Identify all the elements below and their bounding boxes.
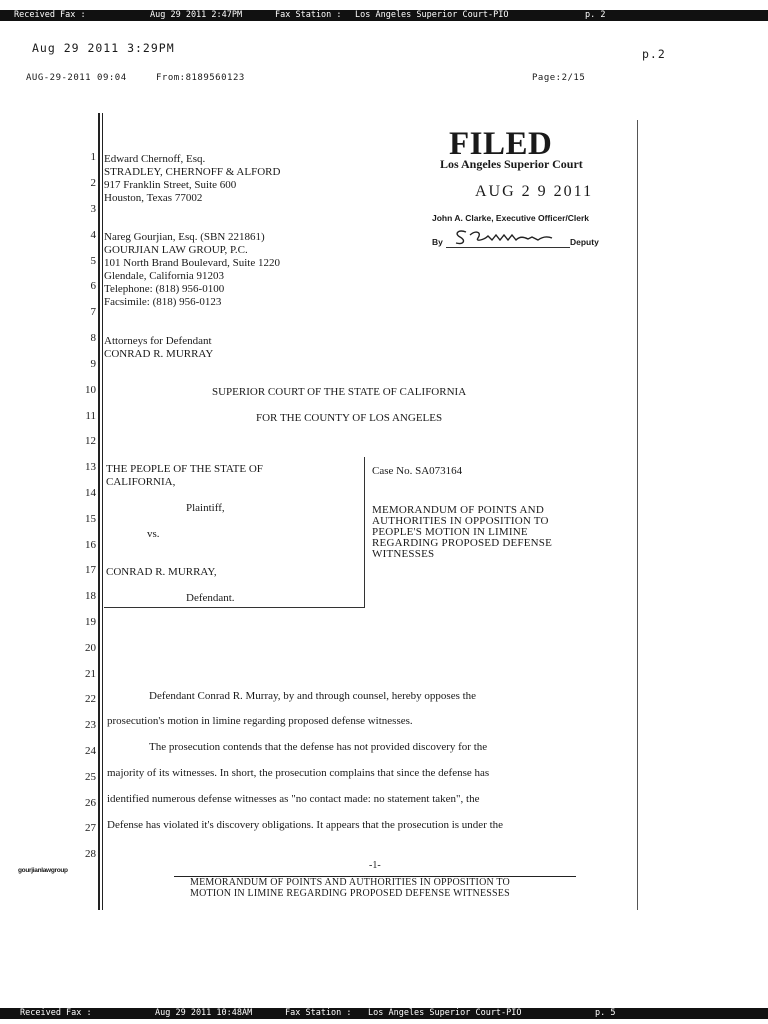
line-number: 4 (90, 229, 96, 241)
line-number: 5 (90, 255, 96, 267)
firm-city: Glendale, California 91203 (104, 270, 225, 282)
line-number: 6 (90, 280, 96, 292)
attorneys-for-label: Attorneys for Defendant (104, 335, 212, 347)
firm-facsimile: Facsimile: (818) 956-0123 (104, 296, 222, 308)
document-title-line: REGARDING PROPOSED DEFENSE (372, 537, 552, 549)
caption-bottom-rule (104, 607, 365, 608)
line-number: 24 (85, 745, 96, 757)
footer-page-number: -1- (369, 860, 381, 871)
plaintiff-name: THE PEOPLE OF THE STATE OF (106, 463, 263, 475)
right-margin-rule (637, 120, 638, 910)
firm-telephone: Telephone: (818) 956-0100 (104, 283, 225, 295)
fax-from-number: From:8189560123 (156, 73, 245, 83)
body-line: Defense has violated it's discovery obligations. It appears that the prosecution is under the (107, 819, 504, 831)
line-number: 10 (85, 384, 96, 396)
body-line: majority of its witnesses. In short, the prosecution complains that since the defense has (107, 767, 490, 779)
fax-station-name: Los Angeles Superior Court-PIO (355, 10, 509, 20)
line-number: 23 (85, 719, 96, 731)
line-number: 21 (85, 668, 96, 680)
plaintiff-name-cont: CALIFORNIA, (106, 476, 176, 488)
court-name: SUPERIOR COURT OF THE STATE OF CALIFORNIA (212, 386, 467, 398)
footer-title-line: MEMORANDUM OF POINTS AND AUTHORITIES IN OPPOSITION TO (190, 877, 510, 888)
line-number: 7 (90, 306, 96, 318)
line-number: 26 (85, 797, 96, 809)
fax-page: p. 5 (595, 1008, 616, 1018)
line-number: 14 (85, 487, 96, 499)
line-number: 11 (85, 410, 96, 422)
fax-station-label: Fax Station : (275, 10, 342, 20)
line-number: 16 (85, 539, 96, 551)
defendant-name: CONRAD R. MURRAY, (106, 566, 217, 578)
body-line: Defendant Conrad R. Murray, by and through counsel, hereby opposes the (149, 690, 477, 702)
fax-header-bar (0, 10, 768, 21)
line-number: 13 (85, 461, 96, 473)
filed-clerk: John A. Clarke, Executive Officer/Clerk (432, 213, 589, 223)
line-number: 2 (90, 177, 96, 189)
line-number: 27 (85, 822, 96, 834)
line-number: 3 (90, 203, 96, 215)
left-margin-rule-inner (102, 113, 103, 910)
line-number: 8 (90, 332, 96, 344)
versus-label: vs. (147, 528, 160, 540)
court-county: FOR THE COUNTY OF LOS ANGELES (256, 412, 443, 424)
filed-date: AUG 2 9 2011 (475, 183, 594, 200)
defendant-label: Defendant. (186, 592, 235, 604)
fax-page: p. 2 (585, 10, 606, 20)
firm-address: 101 North Brand Boulevard, Suite 1220 (104, 257, 280, 269)
firm-name: STRADLEY, CHERNOFF & ALFORD (104, 166, 281, 178)
document-title-line: MEMORANDUM OF POINTS AND (372, 504, 544, 516)
fax-received-time: Aug 29 2011 2:47PM (150, 10, 243, 20)
document-title-line: PEOPLE'S MOTION IN LIMINE (372, 526, 528, 538)
firm-name: GOURJIAN LAW GROUP, P.C. (104, 244, 248, 256)
filed-by-label: By (432, 237, 443, 247)
fax-transmit-date: AUG-29-2011 09:04 (26, 73, 127, 83)
attorney-name: Edward Chernoff, Esq. (104, 153, 206, 165)
line-number: 9 (90, 358, 96, 370)
attorney-name: Nareg Gourjian, Esq. (SBN 221861) (104, 231, 265, 243)
filed-deputy-label: Deputy (570, 237, 599, 247)
line-number: 20 (85, 642, 96, 654)
fax-page-count: Page:2/15 (532, 73, 586, 83)
line-number: 25 (85, 771, 96, 783)
fax-received-label: Received Fax : (14, 10, 86, 20)
line-number: 28 (85, 848, 96, 860)
caption-divider (364, 457, 365, 607)
line-number: 17 (85, 564, 96, 576)
left-margin-rule (98, 113, 100, 910)
plaintiff-label: Plaintiff, (186, 502, 225, 514)
fax-received-label: Received Fax : (20, 1008, 92, 1018)
firm-city: Houston, Texas 77002 (104, 192, 203, 204)
line-number: 19 (85, 616, 96, 628)
fax-received-time: Aug 29 2011 10:48AM (155, 1008, 253, 1018)
case-number: Case No. SA073164 (372, 465, 463, 477)
client-name: CONRAD R. MURRAY (104, 348, 214, 360)
firm-footer-tag: gourjianlawgroup (18, 867, 68, 874)
firm-address: 917 Franklin Street, Suite 600 (104, 179, 237, 191)
line-number: 12 (85, 435, 96, 447)
filed-label: FILED (449, 126, 553, 162)
body-line: prosecution's motion in limine regarding proposed defense witnesses. (107, 715, 413, 727)
fax-station-name: Los Angeles Superior Court-PIO (368, 1008, 522, 1018)
deputy-signature-icon (452, 226, 570, 250)
line-number: 22 (85, 693, 96, 705)
line-number: 15 (85, 513, 96, 525)
fax-date-time: Aug 29 2011 3:29PM (32, 41, 175, 55)
body-line: identified numerous defense witnesses as "no contact made: no statement taken", the (107, 793, 480, 805)
fax-station-label: Fax Station : (285, 1008, 352, 1018)
fax-footer-bar (0, 1008, 768, 1019)
line-number: 1 (90, 151, 96, 163)
line-number: 18 (85, 590, 96, 602)
fax-page-number: p.2 (642, 47, 666, 61)
document-title-line: AUTHORITIES IN OPPOSITION TO (372, 515, 549, 527)
filed-court: Los Angeles Superior Court (440, 157, 583, 171)
document-title-line: WITNESSES (372, 548, 435, 560)
body-line: The prosecution contends that the defense has not provided discovery for the (149, 741, 488, 753)
footer-title-line: MOTION IN LIMINE REGARDING PROPOSED DEFENSE WITNESSES (190, 888, 510, 899)
